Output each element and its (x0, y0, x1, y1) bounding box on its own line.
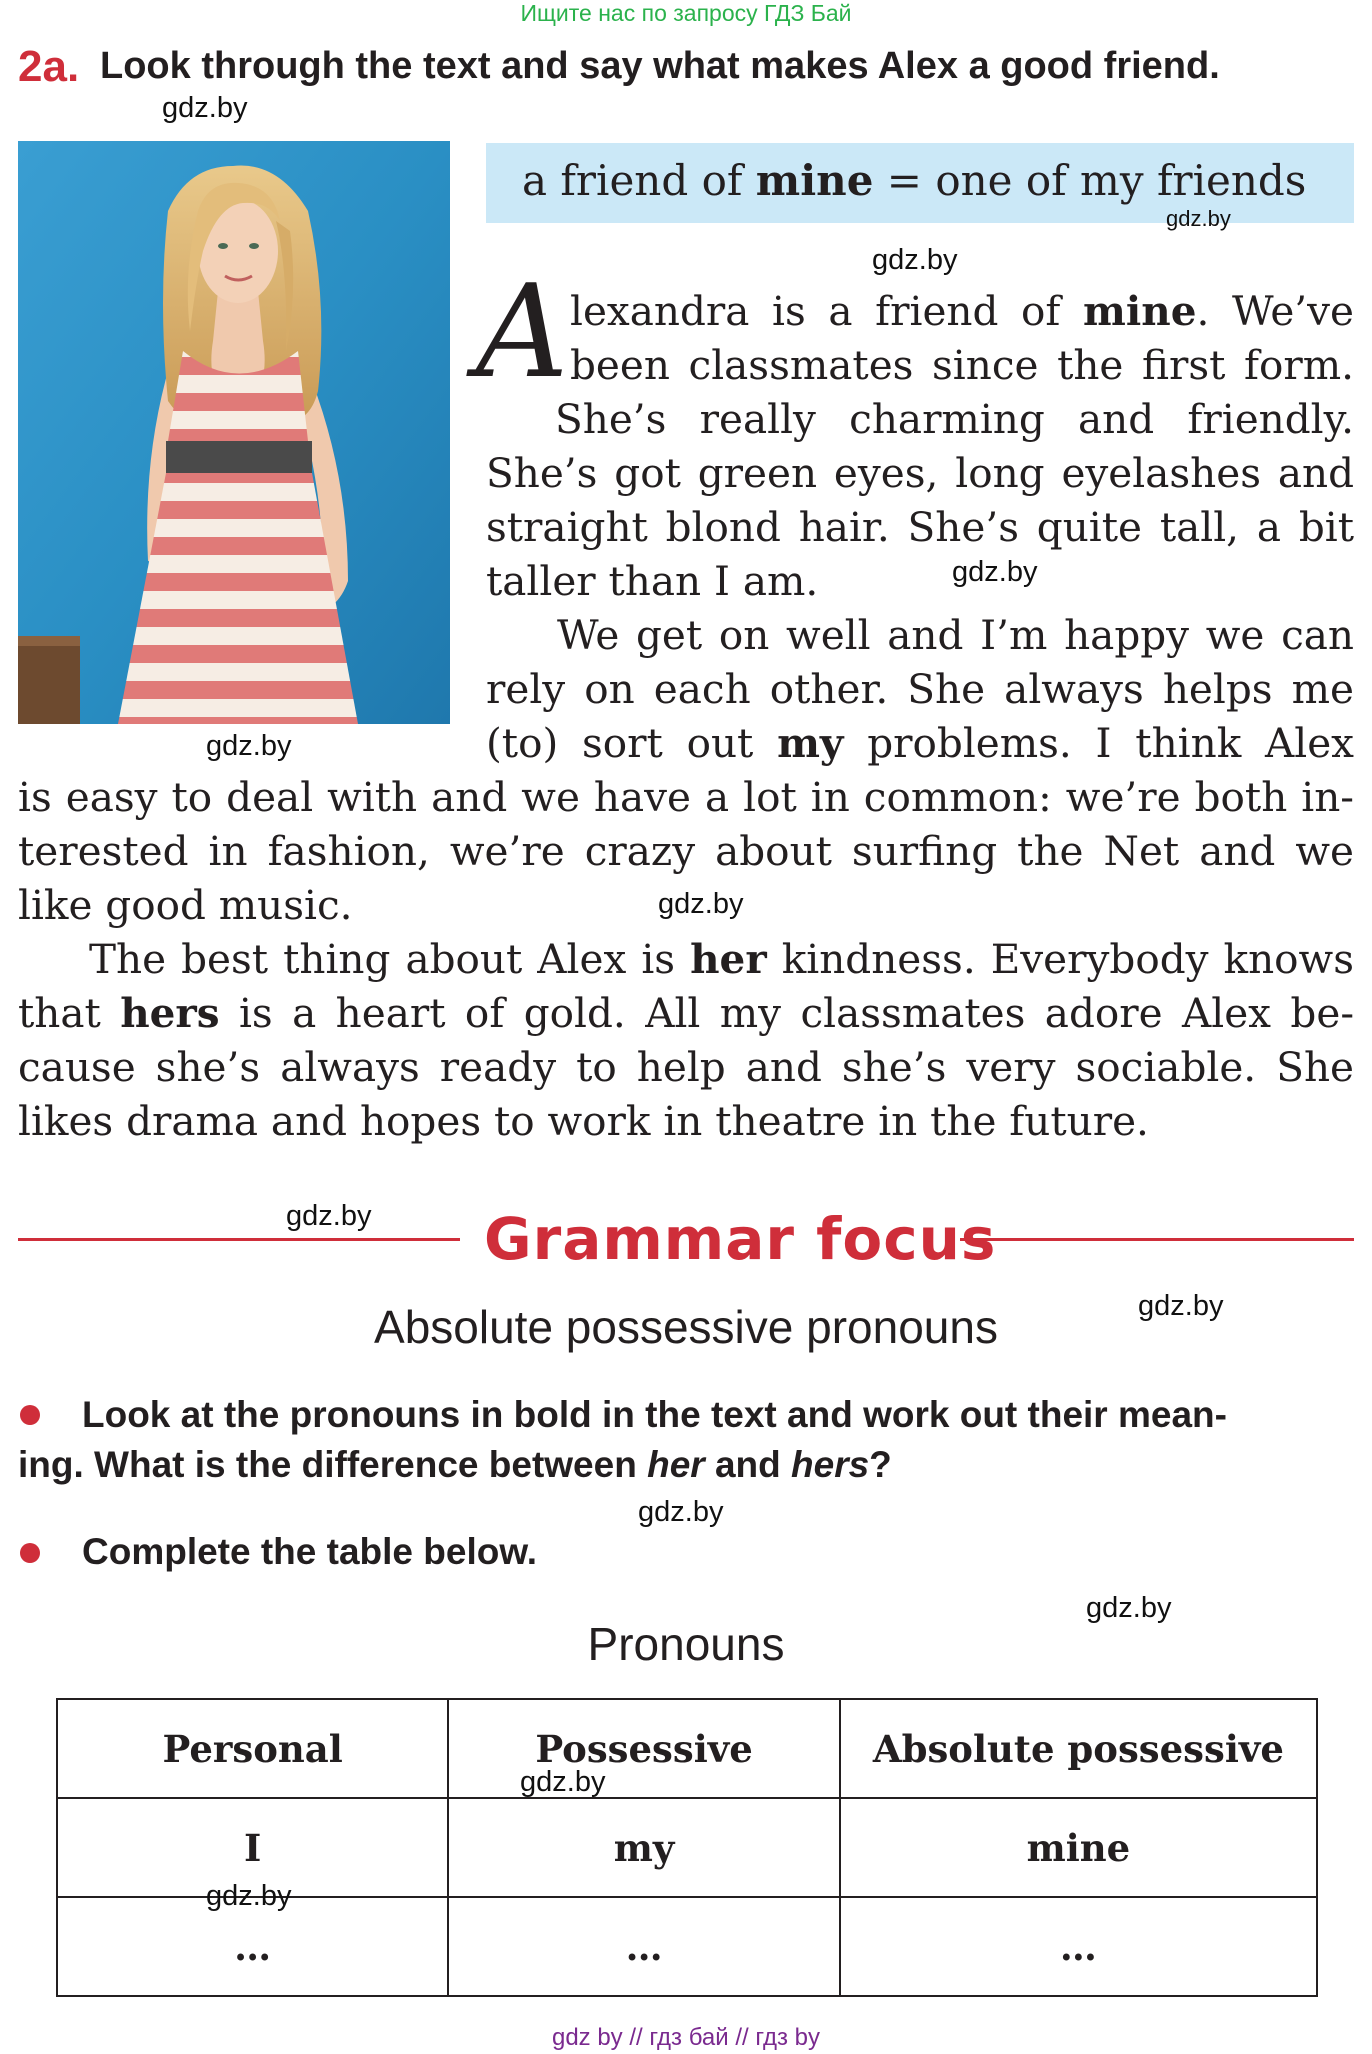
story-line (18, 1040, 1354, 1094)
grammar-rule-right (960, 1238, 1354, 1241)
story-line (570, 284, 1354, 338)
note-text (522, 156, 1306, 205)
story-text-segment: . We’ve (1196, 287, 1355, 335)
watermark: gdz.by (1138, 1290, 1224, 1322)
table-cell-blank[interactable]: … (840, 1897, 1317, 1996)
story-text-segment: terested in fashion, we’re crazy about surfing the Net and we (18, 827, 1354, 875)
table-cell-blank[interactable]: … (448, 1897, 839, 1996)
exercise-number: 2a. (18, 42, 80, 91)
watermark: gdz.by (872, 244, 958, 276)
watermark: gdz.by (162, 92, 248, 124)
story-text-segment: We get on well and I’m happy we can (557, 611, 1354, 659)
pronoun-her: her (647, 1444, 705, 1485)
story-line (570, 338, 1354, 392)
story-text-segment: likes drama and hopes to work in theatre in the future. (18, 1097, 1149, 1145)
bullet-icon (20, 1543, 40, 1563)
note-text-after: = one of my friends (873, 156, 1307, 205)
story-text-segment: taller than I am. (486, 557, 819, 605)
watermark: gdz.by (206, 730, 292, 762)
watermark: gdz.by (1086, 1592, 1172, 1624)
story-text-segment: straight blond hair. She’s quite tall, a bit (486, 503, 1354, 551)
header-possessive: Possessive (448, 1699, 839, 1798)
story-line (18, 986, 1354, 1040)
table-cell: mine (840, 1798, 1317, 1897)
watermark: gdz.by (658, 888, 744, 920)
task-text: ing. What is the difference between (18, 1444, 648, 1485)
story-text-segment: been classmates since the first form. (570, 341, 1354, 389)
story-line (486, 554, 1354, 608)
drop-cap: A (476, 258, 569, 407)
table-cell: my (448, 1798, 839, 1897)
girl-photo (18, 141, 450, 724)
story-text-segment: The best thing about Alex is (89, 935, 691, 983)
story-line (18, 824, 1354, 878)
bold-pronoun: my (777, 719, 844, 767)
header-personal: Personal (57, 1699, 448, 1798)
pronouns-table (56, 1698, 1318, 1997)
story-text-segment: lexandra is a friend of (570, 287, 1084, 335)
story-text-segment: She’s got green eyes, long eyelashes and (486, 449, 1354, 497)
story-line (18, 1094, 1354, 1148)
story-text-segment: (to) sort out (486, 719, 778, 767)
task-text: ? (869, 1444, 892, 1485)
watermark: gdz.by (1166, 206, 1231, 231)
watermark: gdz.by (952, 556, 1038, 588)
story-line (486, 500, 1354, 554)
girl-photo-illustration (18, 141, 450, 724)
footer-links[interactable]: gdz by // гдз бай // гдз by (551, 2024, 821, 2051)
table-caption: Pronouns (587, 1618, 785, 1670)
exercise-task: Look through the text and say what makes Alex a good friend. (100, 45, 1220, 87)
bold-pronoun: her (690, 935, 767, 983)
top-search-banner[interactable]: Ищите нас по запросу ГДЗ Бай (520, 0, 852, 26)
table-cell: I (57, 1798, 448, 1897)
watermark: gdz.by (520, 1766, 606, 1798)
bullet-icon (20, 1405, 40, 1425)
story-text-segment: kindness. Everybody knows (766, 935, 1354, 983)
note-text-before: a friend of (522, 156, 756, 205)
table-cell-blank[interactable]: … (57, 1897, 448, 1996)
grammar-task-1-line-2 (18, 1444, 892, 1486)
story-text-segment: rely on each other. She always helps me (486, 665, 1354, 713)
grammar-focus-title: Grammar focus (484, 1205, 997, 1273)
grammar-task-1-line-1: Look at the pronouns in bold in the text and work out their mean- (82, 1394, 1227, 1435)
pronoun-hers: hers (791, 1444, 870, 1485)
watermark: gdz.by (206, 1880, 292, 1912)
bold-pronoun: mine (1083, 287, 1197, 335)
task-text: and (704, 1444, 792, 1485)
story-line (486, 446, 1354, 500)
story-line (486, 716, 1354, 770)
grammar-task-2: Complete the table below. (82, 1531, 538, 1572)
story-line (18, 770, 1354, 824)
watermark: gdz.by (286, 1200, 372, 1232)
story-text-segment: She’s really charming and friendly. (555, 395, 1354, 443)
grammar-rule-left (18, 1238, 460, 1241)
story-text-segment: that (18, 989, 121, 1037)
story-text-segment: problems. I think Alex (843, 719, 1355, 767)
story-text-segment: cause she’s always ready to help and she’s very sociable. She (18, 1043, 1354, 1091)
story-line (557, 608, 1354, 662)
note-text-bold: mine (755, 156, 874, 205)
table-header-row (57, 1699, 1317, 1798)
grammar-subtitle: Absolute possessive pronouns (374, 1301, 998, 1353)
story-line (555, 392, 1354, 446)
story-line (89, 932, 1354, 986)
story-text-segment: is a heart of gold. All my classmates adore Alex be- (219, 989, 1354, 1037)
watermark: gdz.by (638, 1496, 724, 1528)
story-text-segment: is easy to deal with and we have a lot in common: we’re both in- (18, 773, 1354, 821)
bold-pronoun: hers (120, 989, 220, 1037)
story-line (486, 662, 1354, 716)
header-absolute-possessive: Absolute possessive (840, 1699, 1317, 1798)
story-text-segment: like good music. (18, 881, 353, 929)
